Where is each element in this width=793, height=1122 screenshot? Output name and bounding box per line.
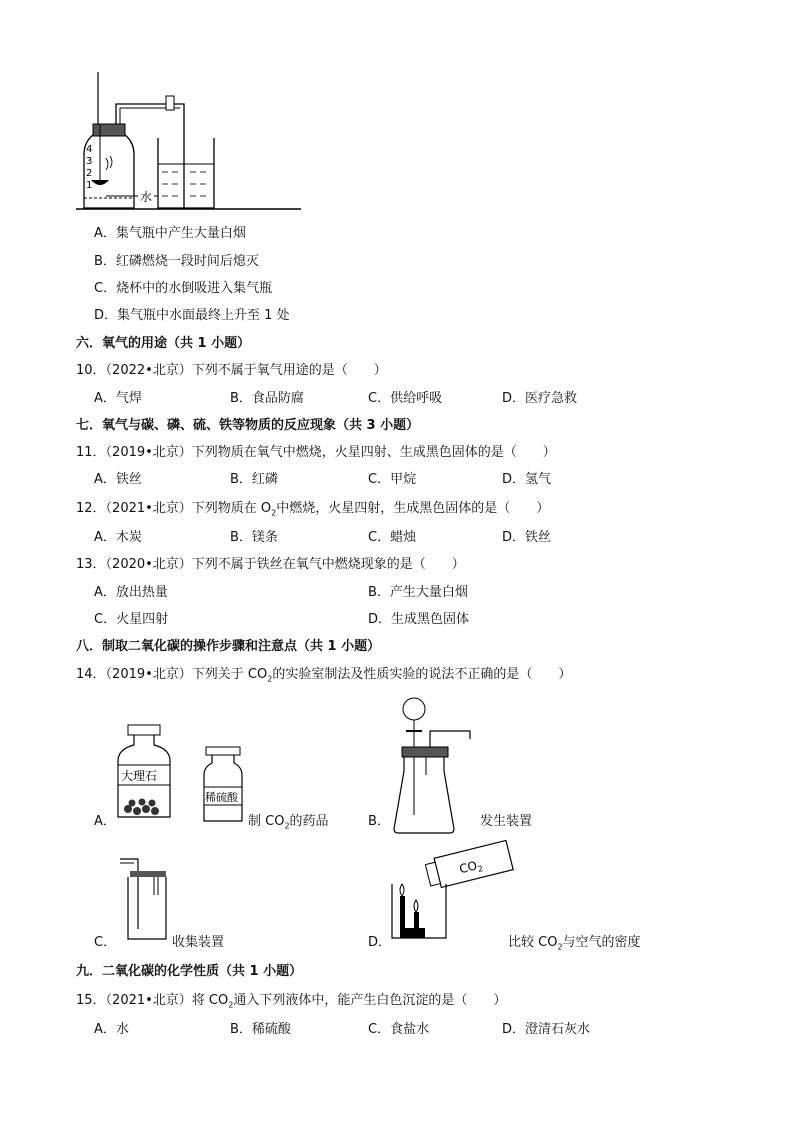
- bottle-label-acid: 稀硫酸: [205, 791, 238, 804]
- q10-option-d: D．医疗急救: [502, 391, 578, 406]
- q13-option-d: D．生成黑色固体: [368, 612, 470, 627]
- q10-option-c: C．供给呼吸: [368, 391, 443, 406]
- q14-option-c-text: 收集装置: [172, 935, 225, 950]
- q15-stem-post: 通入下列液体中，能产生白色沉淀的是（ ）: [233, 993, 507, 1008]
- q12-option-c: C．蜡烛: [368, 530, 417, 545]
- q14-stem-pre: 14．（2019•北京）下列关于 CO: [76, 667, 268, 682]
- q14-option-b-text: 发生装置: [480, 814, 533, 829]
- q14-option-a-pre: 制 CO: [248, 814, 285, 829]
- q14-stem-sub: 2: [267, 674, 273, 684]
- fig1-label-2: 2: [86, 168, 93, 179]
- q10-option-a: A．气焊: [94, 391, 142, 406]
- q11-option-b: B．红磷: [230, 472, 278, 487]
- q12-stem-post: 中燃烧，火星四射，生成黑色固体的是（ ）: [276, 501, 550, 516]
- q15-option-c: C．食盐水: [368, 1022, 430, 1037]
- co2-label-sub: 2: [476, 863, 484, 874]
- q11-option-a: A．铁丝: [94, 472, 142, 487]
- q14-option-b-letter: B．: [368, 814, 390, 829]
- q9-option-c: C．烧杯中的水倒吸进入集气瓶: [94, 281, 273, 296]
- q14-option-a-letter: A．: [94, 814, 116, 829]
- q14-option-d-text: [508, 931, 641, 952]
- q9-option-b: B．红磷燃烧一段时间后熄灭: [94, 254, 259, 269]
- q14-option-a-sub: 2: [284, 821, 290, 831]
- q11-stem: 11．（2019•北京）下列物质在氧气中燃烧，火星四射、生成黑色固体的是（ ）: [76, 445, 556, 460]
- q13-option-b: B．产生大量白烟: [368, 585, 468, 600]
- q11-option-c: C．甲烷: [368, 472, 417, 487]
- bottle-label-marble: 大理石: [121, 769, 158, 783]
- q15-option-a: A．水: [94, 1022, 129, 1037]
- q15-stem-pre: 15．（2021•北京）将 CO: [76, 993, 229, 1008]
- section-6-title: 六．氧气的用途（共 1 小题）: [76, 336, 251, 351]
- q12-stem-sub: 2: [271, 508, 277, 518]
- q12-stem: [76, 497, 549, 518]
- q14-option-c-letter: C．: [94, 935, 117, 950]
- section-8-title: 八．制取二氧化碳的操作步骤和注意点（共 1 小题）: [76, 639, 381, 654]
- q14-stem-post: 的实验室制法及性质实验的说法不正确的是（ ）: [272, 667, 572, 682]
- q14-option-d-pre: 比较 CO: [508, 935, 558, 950]
- density-experiment-figure: [390, 840, 520, 950]
- reagent-bottles-figure: [112, 725, 252, 825]
- q13-option-a: A．放出热量: [94, 585, 168, 600]
- q14-stem: [76, 663, 571, 684]
- phosphorus-apparatus-figure: [76, 72, 306, 212]
- q10-option-b: B．食品防腐: [230, 391, 304, 406]
- q11-option-d: D．氢气: [502, 472, 552, 487]
- q15-stem: [76, 989, 506, 1010]
- q12-stem-pre: 12．（2021•北京）下列物质在 O: [76, 501, 272, 516]
- q9-option-a: A．集气瓶中产生大量白烟: [94, 226, 246, 241]
- q13-option-c: C．火星四射: [94, 612, 169, 627]
- q14-option-d-letter: D．: [368, 935, 392, 950]
- fig1-label-1: 1: [86, 180, 93, 191]
- fig1-water-label: 水: [140, 190, 153, 204]
- q12-option-d: D．铁丝: [502, 530, 552, 545]
- section-9-title: 九．二氧化碳的化学性质（共 1 小题）: [76, 964, 303, 979]
- q14-option-a-text: [248, 810, 329, 831]
- fig1-label-4: 4: [86, 144, 93, 155]
- fig1-label-3: 3: [86, 156, 93, 167]
- q14-option-a-post: 的药品: [289, 814, 329, 829]
- generator-apparatus-figure: [392, 695, 482, 835]
- q10-stem: 10．（2022•北京）下列不属于氧气用途的是（ ）: [76, 363, 387, 378]
- section-7-title: 七．氧气与碳、磷、硫、铁等物质的反应现象（共 3 小题）: [76, 418, 420, 433]
- co2-label-pre: CO: [457, 858, 479, 877]
- q12-option-b: B．镁条: [230, 530, 278, 545]
- q9-option-d: D．集气瓶中水面最终上升至 1 处: [94, 308, 290, 323]
- q12-option-a: A．木炭: [94, 530, 142, 545]
- q14-option-d-sub: 2: [557, 942, 563, 952]
- collection-apparatus-figure: [120, 855, 180, 945]
- q15-option-d: D．澄清石灰水: [502, 1022, 591, 1037]
- q15-option-b: B．稀硫酸: [230, 1022, 291, 1037]
- q13-stem: 13．（2020•北京）下列不属于铁丝在氧气中燃烧现象的是（ ）: [76, 557, 465, 572]
- q14-option-d-post: 与空气的密度: [562, 935, 641, 950]
- q15-stem-sub: 2: [228, 1000, 234, 1010]
